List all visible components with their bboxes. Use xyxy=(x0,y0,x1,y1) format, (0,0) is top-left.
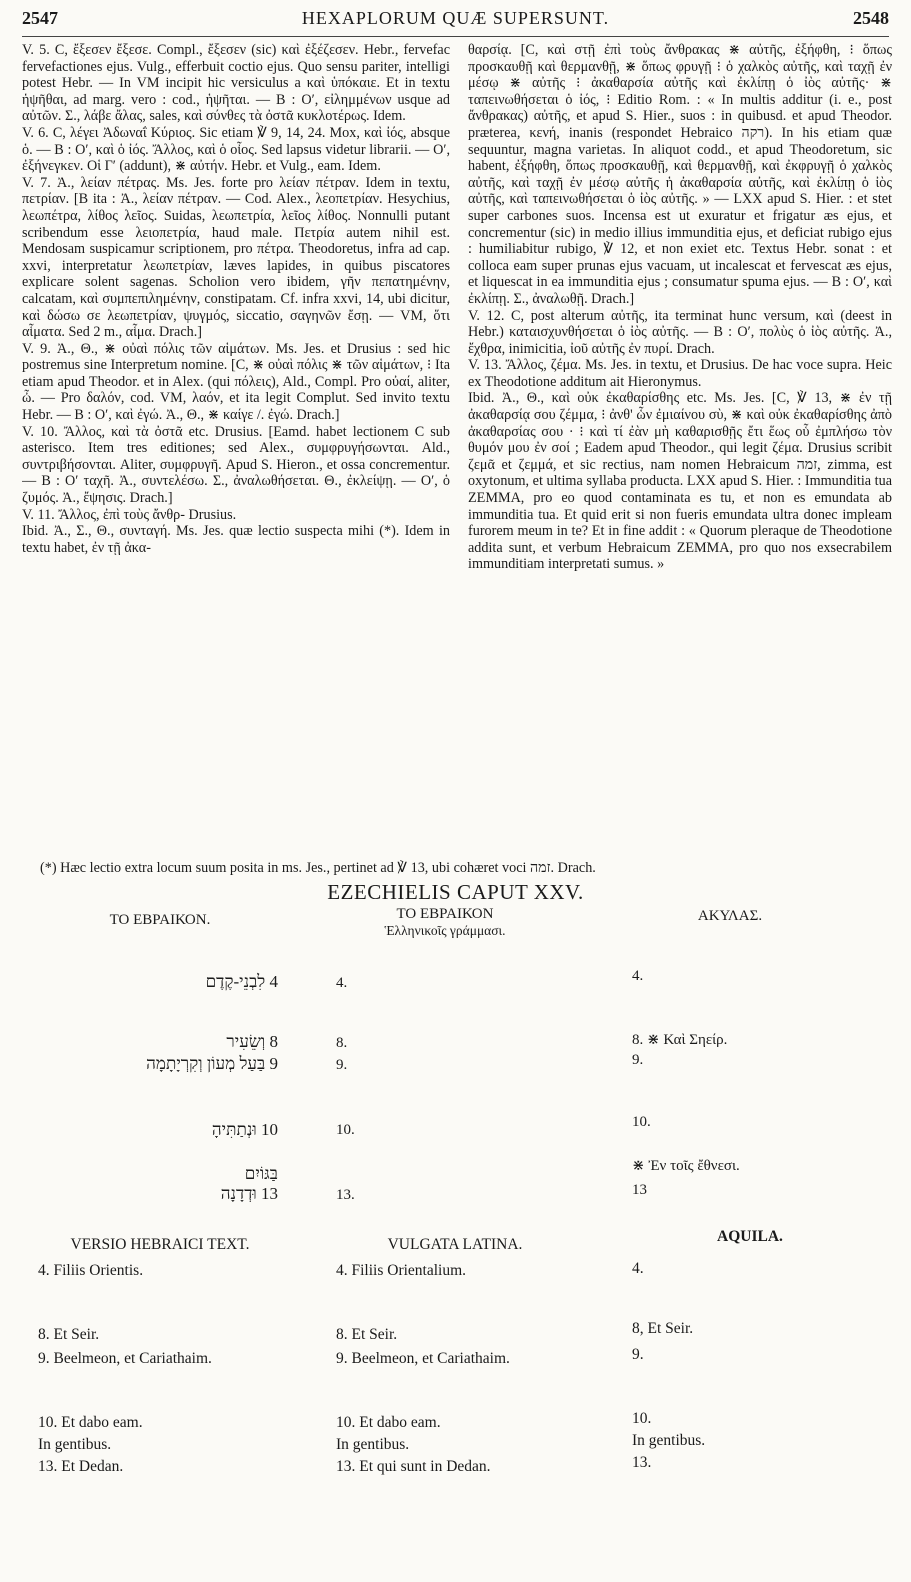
hebrew-cell: 13 וּדְדָנָה xyxy=(220,1184,278,1203)
aquila-latin-cell: 13. xyxy=(632,1454,652,1471)
transliteration-cell: 10. xyxy=(336,1122,355,1138)
table1-header-hebrew: ΤΟ ΕΒΡΑΙΚΟΝ. xyxy=(109,912,211,928)
aquila-latin-cell: 4. xyxy=(632,1260,644,1277)
note-paragraph: θαρσίᾳ. [C, καὶ στῇ ἐπὶ τοὺς ἄνθρακας ⋇ αὐτῆς, ἐξήφθη, ⁝ ὅπως προσκαυθῇ καὶ θερμανθῇ, ⋇ ὅπως φρυγῇ ⁝ ὁ χαλκὸς αὐτῆς, καὶ ταχῇ ἐν μέσῳ ⋇ αὐτῆς ⁝ ἀκαθαρσία αὐτῆς καὶ ἐκλίπῃ ὁ ἰὸς αὐτῆς· ⋇ ταπεινωθήσεται ὁ ἰός, ⁝ Editio Rom. : « In multis additur (i. e., post ἄνθρακας) αὐτῆς, et apud S. Hier., suos : in quibusd. et apud Theodor. præterea, κενή, inanis (respondet Hebraico רקה). In his etiam quæ sequuntur, magna varietas. In aliquot codd., et apud Theodoretum, sic habent, ἐξήφθη, ὅπως προσκαυθῇ, καὶ θερμανθῇ, καὶ ἐκφρυγῇ ὁ χαλκὸς αὐτῆς, καὶ ταχῇ ἐν μέσῳ αὐτῆς ἡ ἀκαθαρσία αὐτῆς, καὶ ἐκλίπῃ ὁ ἰὸς αὐτῆς, καὶ ταπεινωθήσεται ὁ ἰὸς αὐτῆς. » — LXX apud S. Hier. : et stet super carbones suos. Incensa est ut exuratur et frigatur æs ejus, et concrementur (sic) in medio illius immunditia ejus, et deficiat rubigo ejus : humiliabitur rubigo, ℣ 12, et non exiet etc. Textus Hebr. sonat : et colloca eam super prunas ejus vacuam, ut incalescat et fervescat æs ejus, et liquescat in ea immunditia ejus ; consumatur spuma ejus. — B : Οʹ, καὶ ἐκλίπῃ. Σ., ἀναλωθῇ. Drach.] xyxy=(468,42,892,307)
hebrew-cell: 10 וּנְתַתִּיהָ xyxy=(211,1120,278,1139)
aquila-cell: 10. xyxy=(632,1114,651,1130)
aquila-cell: 8. ⋇ Καὶ Σηείρ. xyxy=(632,1032,728,1048)
versio-cell: In gentibus. xyxy=(38,1436,112,1453)
vulgata-cell: 8. Et Seir. xyxy=(336,1326,398,1343)
hebrew-cell: בַּגּוֹיִם xyxy=(244,1164,278,1183)
aquila-cell: 4. xyxy=(632,968,644,984)
versio-cell: 10. Et dabo eam. xyxy=(38,1414,143,1431)
right-column xyxy=(468,42,892,854)
chapter-title: EZECHIELIS CAPUT XXV. xyxy=(327,880,584,904)
hebrew-cell: 4 לִבְנֵי-קֶדֶם xyxy=(205,972,278,991)
vulgata-cell: 9. Beelmeon, et Cariathaim. xyxy=(336,1350,510,1367)
versio-cell: 13. Et Dedan. xyxy=(38,1458,124,1475)
transliteration-cell: 8. xyxy=(336,1035,348,1051)
vulgata-cell: In gentibus. xyxy=(336,1436,410,1453)
aquila-cell: 13 xyxy=(632,1182,647,1198)
page-number-right: 2548 xyxy=(853,8,889,28)
footnote: (*) Hæc lectio extra locum suum posita in ms. Jes., pertinet ad ℣ 13, ubi cohæret voci זמה. Drach. xyxy=(40,860,596,876)
table1-header-transliteration xyxy=(330,906,560,939)
table2-header-aquila: AQUILA. xyxy=(717,1228,783,1245)
hebrew-cell: 8 וְשֵׂעִיר xyxy=(226,1032,278,1051)
note-paragraph: V. 13. Ἄλλος, ζέμα. Ms. Jes. in textu, et Drusius. De hac voce supra. Heic ex Theodotione additum ait Hieronymus. xyxy=(468,357,892,390)
hebrew-cell: 9 בַּעַל מְעוֹן וְקִרְיָתָמָה xyxy=(146,1054,278,1073)
vulgata-cell: 10. Et dabo eam. xyxy=(336,1414,441,1431)
vulgata-cell: 4. Filiis Orientalium. xyxy=(336,1262,467,1279)
running-title: HEXAPLORUM QUÆ SUPERSUNT. xyxy=(301,8,610,28)
transliteration-cell: 13. xyxy=(336,1187,355,1203)
table2-header-vulgata: VULGATA LATINA. xyxy=(387,1236,523,1253)
note-paragraph: V. 11. Ἄλλος, ἐπὶ τοὺς ἄνθρ- Drusius. xyxy=(22,506,237,523)
left-column xyxy=(22,42,450,854)
note-paragraph: V. 6. C, λέγει Ἀδωναΐ Κύριος. Sic etiam ℣ 9, 14, 24. Mox, καὶ ἰός, absque ὁ. — B : Οʹ, καὶ ὁ ἰός. Ἄλλος, καὶ ὁ οἶος. Sed lapsus videtur librarii. — Οʹ, ἐξήνεγκεν. Οἱ Γʹ (addunt), ⋇ αὐτήν. Hebr. et Vulg., eam. Idem. xyxy=(22,124,450,175)
table2-header-versio: VERSIO HEBRAICI TEXT. xyxy=(70,1236,250,1253)
versio-cell: 9. Beelmeon, et Cariathaim. xyxy=(38,1350,212,1367)
versio-cell: 4. Filiis Orientis. xyxy=(38,1262,144,1279)
note-paragraph: Ibid. Ἀ., Θ., καὶ οὐκ ἐκαθαρίσθης etc. Ms. Jes. [C, ℣ 13, ⋇ ἐν τῇ ἀκαθαρσίᾳ σου ζέμμα, ⁝ ἀνθ' ὧν ἐμιαίνου σὺ, ⋇ καὶ οὐκ ἐκαθαρίσθης ἀπὸ ἀκαθαρσίας σου · ⁝ καὶ τί ἐὰν μὴ καθαρισθῇς ἔτι ἕως οὗ ἐμπλήσω τὸν θυμόν μου ἐν σοί ; Eadem apud Theodor., qui legit ζέμα. Drusius scribit ζεμᾶ et ζεμμά, et sic rectius, nam nomen Hebraicum זמה, zimma, est oxytonum, et ultima syllaba producta. LXX apud S. Hier. : Immunditia tua ZEMMA, pro eo quod contaminata es tu, et non es emundata ab immunditia tua. Et quid erit si non fueris emundata ultra donec impleam furorem meum in te? Et in fine addit : « Quorum pleraque de Theodotione addita sunt, et verbum Hebraicum ZEMMA, pro quo nos exsecrabilem immunditiam interpretati sumus. » xyxy=(468,390,892,573)
note-paragraph: V. 9. Ἀ., Θ., ⋇ οὐαὶ πόλις τῶν αἱμάτων. Ms. Jes. et Drusius : sed hic postremus sine Interpretum nomine. [C, ⋇ οὐαὶ πόλις ⋇ τῶν αἱμάτων, ⁝ Ita etiam apud Theodor. et in Alex. (qui πόλεις), Ald., Compl. Pro οὐαί, aliter, ὦ. — Pro δαλόν, cod. VM, λαόν, et ita legit Complut. Sed invito textu Hebr. — B : Οʹ, καὶ ἐγώ. Ἀ., Θ., ⋇ καίγε /. ἐγώ. Drach.] xyxy=(22,340,450,424)
note-paragraph: V. 5. C, ἔξεσεν ἔξεσε. Compl., ἔξεσεν (sic) καὶ ἐξέζεσεν. Hebr., fervefac fervefactiones ejus. Vulg., efferbuit coctio ejus. Quo sensu pariter, intelligi potest Hebr. — In VM incipit hic versiculus a καὶ ὑπόκαιε. Et in textu ἡψῆθαι, ad marg. vero : cod., ἡψῆται. — B : Οʹ, εἰλημμένων usque ad αὐτῶν. Σ., λάβε ἄλας, sales, καὶ σύνθες τὰ ὀστᾶ κυκλοτέρως. Idem. xyxy=(22,42,450,125)
aquila-latin-cell: 9. xyxy=(632,1346,644,1363)
page-number-left: 2547 xyxy=(22,8,58,28)
aquila-latin-cell: 10. xyxy=(632,1410,652,1427)
table1-header-aquila: ΑΚΥΛΑΣ. xyxy=(697,908,763,924)
vulgata-cell: 13. Et qui sunt in Dedan. xyxy=(336,1458,491,1475)
note-paragraph: V. 12. C, post alterum αὐτῆς, ita terminat hunc versum, καὶ (deest in Hebr.) καταισχυνθήσεται ὁ ἰὸς αὐτῆς. — B : Οʹ, πολὺς ὁ ἰὸς αὐτῆς. Ἀ., ἔχθρα, inimicitia, ἰοῦ αὐτῆς ἐν πυρί. Drach. xyxy=(468,307,892,357)
transliteration-cell: 9. xyxy=(336,1057,348,1073)
table1-header-transliteration-title: ΤΟ ΕΒΡΑΙΚΟΝ xyxy=(396,906,494,922)
note-paragraph: Ibid. Ἀ., Σ., Θ., συνταγή. Ms. Jes. quæ lectio suspecta mihi (*). Idem in textu habet, ἐν τῇ ἀκα- xyxy=(22,523,450,556)
header-rule xyxy=(22,36,889,37)
aquila-latin-cell: 8, Et Seir. xyxy=(632,1320,694,1337)
aquila-cell: 9. xyxy=(632,1052,644,1068)
running-header xyxy=(22,8,889,34)
note-paragraph: V. 10. Ἄλλος, καὶ τὰ ὀστᾶ etc. Drusius. [Eamd. habet lectionem C sub asterisco. Item tres editiones; sed Alex., συμφρυγήσωνται. Ald., συντριβήσονται. Aliter, συμφρυγῆ. Apud S. Hieron., et ossa concrementur. — B : Οʹ ταχῆ. Ἀ., συντελέσω. Σ., ἀναλωθήσεται. Θ., ἐκλείψῃ. — Οʹ, ὁ ζυμός. Ἀ., ἔψησις. Drach.] xyxy=(22,423,450,507)
table1-header-transliteration-sub: Ἑλληνικοῖς γράμμασι. xyxy=(384,923,506,938)
versio-cell: 8. Et Seir. xyxy=(38,1326,100,1343)
aquila-cell: ⋇ Ἐν τοῖς ἔθνεσι. xyxy=(632,1158,740,1174)
note-paragraph: V. 7. Ἀ., λείαν πέτρας. Ms. Jes. forte pro λείαν πέτραν. Idem in textu, πετρίαν. [B ita : Ἀ., λείαν πέτραν. — Cod. Alex., λεοπετρίαν. Hesychius, λεωπέτρα, λίθος λεῖος. Suidas, λεωπετρία, λεῖος λίθος. Nonnulli putant scribendum esse λειοπετρία, haud male. Πετρία autem nihil est. Mendosam suspicamur scriptionem, pro πέτρα. Theodoretus, infra ad cap. xxvi, interpretatur λεωπετρίαν, læves lapides, in quibus piscatores explicare solent sagenas. Scholion vero ibidem, γῆν πεπατημένην, calcatam, καὶ συμπεπιλημένην, constipatam. Cf. infra xxvi, 14, ubi dicitur, καὶ δώσω σε λεωπετρίαν, ψυγμός, siccatio, σαγηνῶν ἔσῃ. — VM, ὅτι αἷματα. Sed 2 m., αἷμα. Drach.] xyxy=(22,174,450,341)
aquila-latin-cell: In gentibus. xyxy=(632,1432,706,1449)
transliteration-cell: 4. xyxy=(336,975,348,991)
